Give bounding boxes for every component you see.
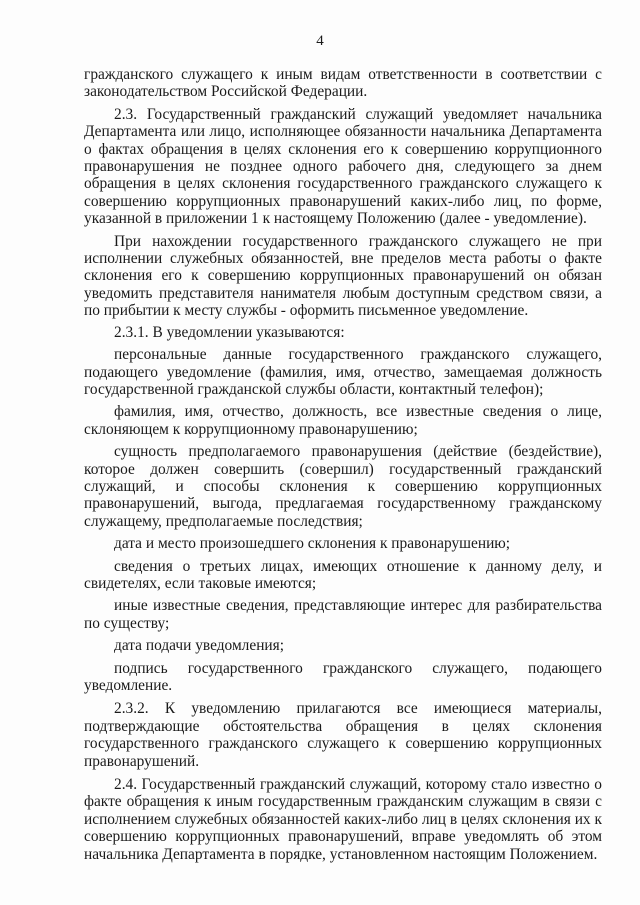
paragraph-2-4: 2.4. Государственный гражданский служащий, которому стало известно о факте обращения к иным государственным гражданским служащим в связи с исполнением служебных обязанностей каких-либо лиц в целях склонения их к совершению коррупционных правонарушений, вправе уведомлять об этом начальника Департамента в порядке, установленном настоящим Положением. bbox=[84, 776, 602, 863]
document-body bbox=[84, 66, 602, 863]
paragraph-2-3: 2.3. Государственный гражданский служащий уведомляет начальника Департамента или лицо, исполняющее обязанности начальника Департамента о фактах обращения в целях склонения его к совершению коррупционного правонарушения не позднее одного рабочего дня, следующего за днем обращения в целях склонения государственного гражданского служащего к совершению коррупционных правонарушений каких-либо лиц, по форме, указанной в приложении 1 к настоящему Положению (далее - уведомление). bbox=[84, 105, 602, 228]
list-item-third-parties: сведения о третьих лицах, имеющих отношение к данному делу, и свидетелях, если таковые имеются; bbox=[84, 557, 602, 592]
paragraph-continuation: гражданского служащего к иным видам ответственности в соответствии с законодательством Российской Федерации. bbox=[84, 66, 602, 101]
paragraph-off-duty-notice: При нахождении государственного гражданского служащего не при исполнении служебных обязанностей, вне пределов места работы о факте склонения его к совершению коррупционных правонарушений он обязан уведомить представителя нанимателя любым доступным средством связи, а по прибытии к месту службы - оформить письменное уведомление. bbox=[84, 232, 602, 320]
paragraph-2-3-2: 2.3.2. К уведомлению прилагаются все имеющиеся материалы, подтверждающие обстоятельства обращения в целях склонения государственного гражданского служащего к совершению коррупционных правонарушений. bbox=[84, 700, 602, 770]
list-item-submission-date: дата подачи уведомления; bbox=[114, 637, 285, 655]
paragraph-2-3-1: 2.3.1. В уведомлении указываются: bbox=[114, 323, 345, 341]
list-item-signature: подпись государственного гражданского служащего, подающего уведомление. bbox=[84, 659, 602, 694]
list-item-date-place: дата и место произошедшего склонения к правонарушению; bbox=[114, 535, 511, 553]
page-number: 4 bbox=[316, 33, 324, 49]
list-item-offense-essence: сущность предполагаемого правонарушения (действие (бездействие), которое должен совершить (совершил) государственный гражданский служащий, и способы склонения к совершению коррупционных правонарушений, выгода, предлагаемая государственному гражданскому служащему, предполагаемые последствия; bbox=[84, 443, 602, 530]
list-item-other-info: иные известные сведения, представляющие интерес для разбирательства по существу; bbox=[84, 597, 602, 632]
list-item-inducer-info: фамилия, имя, отчество, должность, все известные сведения о лице, склоняющем к коррупционному правонарушению; bbox=[84, 403, 602, 438]
list-item-personal-data: персональные данные государственного гражданского служащего, подающего уведомление (фамилия, имя, отчество, замещаемая должность государственной гражданской службы области, контактный телефон); bbox=[84, 346, 602, 398]
